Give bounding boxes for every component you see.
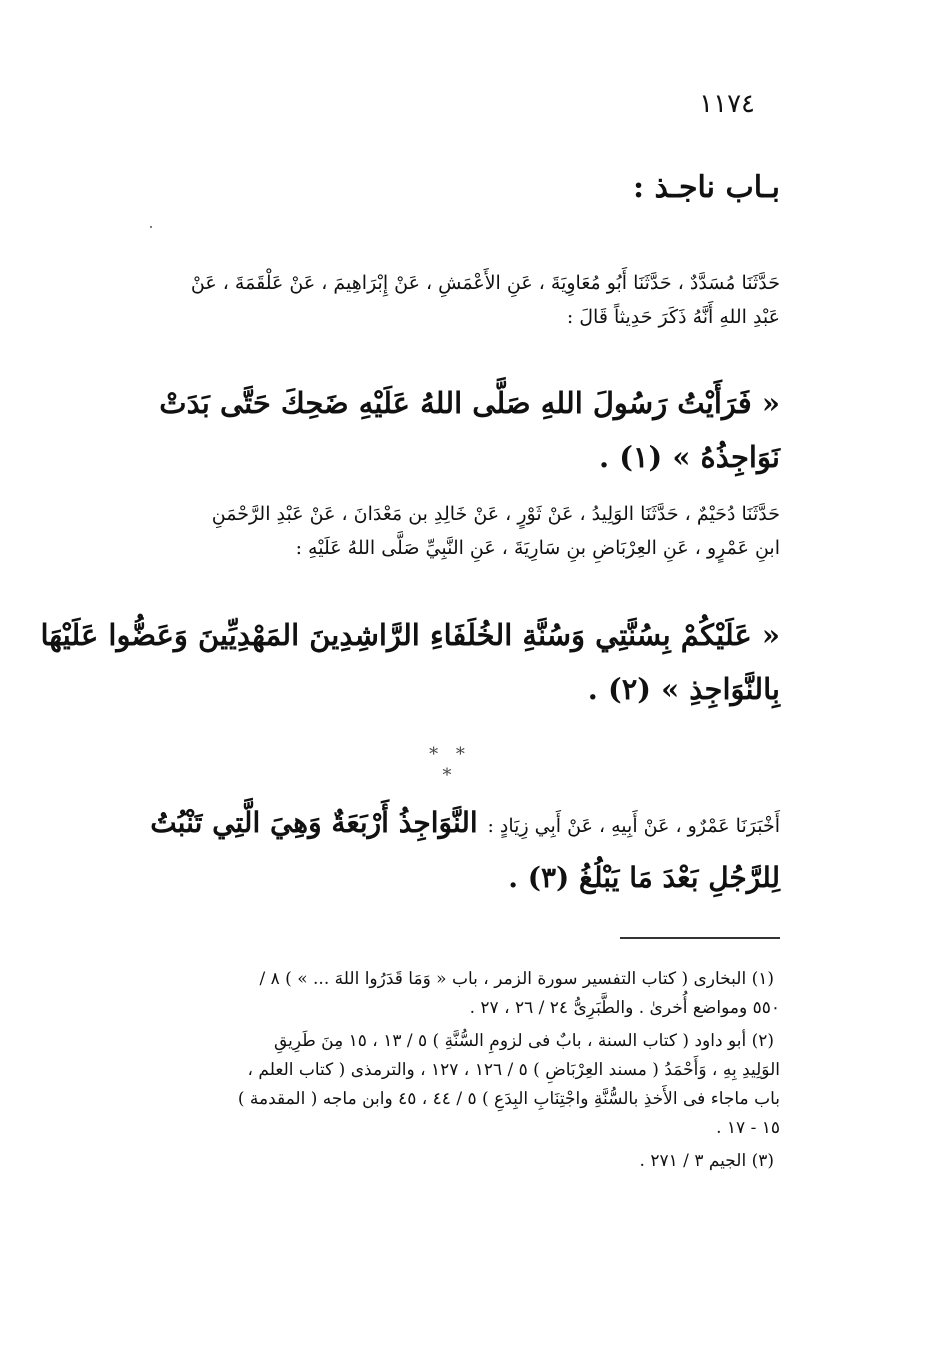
footnote-line: ١٥ - ١٧ . (716, 1118, 780, 1138)
matn-line: بِالنَّوَاجِذِ » (٢) . (587, 672, 780, 706)
athar-text (150, 797, 780, 904)
hadith-1-isnad (150, 266, 780, 334)
chapter-title: بـاب ناجـذ : (632, 170, 780, 205)
footnote-line: (٢) أبو داود ( كتاب السنة ، بابٌ فى لزومِ السُّنَّةِ ) ٥ / ١٣ ، ١٥ مِنَ طَرِيقِ (273, 1031, 774, 1051)
athar-line (150, 797, 780, 852)
page-number: ١١٧٤ (699, 89, 755, 119)
footnote-line: الوَلِيدِ بِهِ ، وَأَحْمَدُ ( مسند العِرْبَاضِ ) ٥ / ١٢٦ ، ١٢٧ ، والترمذى ( كتاب العلم ، (247, 1060, 780, 1080)
footnotes (150, 965, 780, 1180)
footnote-2 (150, 1027, 780, 1143)
footnote-rule (620, 937, 780, 939)
footnote-3 (150, 1147, 780, 1176)
footnote-line: (١) البخارى ( كتاب التفسير سورة الزمر ، باب « وَمَا قَدَرُوا اللهَ ... » ) ٨ / (259, 969, 774, 989)
matn-line: نَوَاجِذُهُ » (١) . (599, 440, 780, 474)
footnote-1 (150, 965, 780, 1023)
isnad-line: ابنِ عَمْرٍو ، عَنِ العِرْبَاضِ بنِ سَارِيَةَ ، عَنِ النَّبِيِّ صَلَّى اللهُ عَلَيْهِ : (295, 537, 780, 559)
athar-isnad: أَخْبَرَنَا عَمْرٌو ، عَنْ أَبِيهِ ، عَنْ أَبِي زِيَادٍ : (487, 815, 780, 837)
isnad-line: حَدَّثَنَا دُحَيْمٌ ، حَدَّثَنَا الوَلِيدُ ، عَنْ ثَوْرٍ ، عَنْ خَالِدِ بن مَعْدَانَ ، عَنْ عَبْدِ الرَّحْمَنِ (211, 503, 780, 525)
athar-line: لِلرَّجُلِ بَعْدَ مَا يَبْلُغُ (٣) . (508, 861, 780, 894)
hadith-1-matn (150, 376, 780, 484)
athar-matn-start: النَّوَاجِذُ أَرْبَعَةٌ وَهِيَ الَّتِي تَنْبُتُ (150, 806, 478, 839)
footnote-line: (٣) الجيم ٣ / ٢٧١ . (639, 1151, 774, 1171)
section-separator: * * * (429, 744, 471, 786)
hadith-2-isnad (150, 497, 780, 565)
hadith-2-matn (40, 608, 780, 716)
footnote-line: ٥٥٠ ومواضع أُخرىٰ . والطَّبَرِىُّ ٢٤ / ٢٦ ، ٢٧ . (469, 998, 780, 1018)
isnad-line: حَدَّثَنَا مُسَدَّدٌ ، حَدَّثَنَا أَبُو مُعَاوِيَةَ ، عَنِ الأَعْمَشِ ، عَنْ إِبْرَاهِيمَ ، عَنْ عَلْقَمَةَ ، عَنْ (190, 272, 780, 294)
matn-line: « فَرَأَيْتُ رَسُولَ اللهِ صَلَّى اللهُ عَلَيْهِ ضَحِكَ حَتَّى بَدَتْ (159, 386, 780, 420)
isnad-line: عَبْدِ اللهِ أَنَّهُ ذَكَرَ حَدِيثاً قَالَ : (566, 306, 780, 328)
footnote-line: باب ماجاء فى الأَخذِ بالسُّنَّةِ واجْتِنَابِ البِدَعِ ) ٥ / ٤٤ ، ٤٥ وابن ماجه ( المقدمة ) (237, 1089, 780, 1109)
print-speck (150, 226, 152, 228)
matn-line: « عَلَيْكُمْ بِسُنَّتِي وَسُنَّةِ الخُلَفَاءِ الرَّاشِدِينَ المَهْدِيِّينَ وَعَضُّوا عَلَيْهَا (40, 618, 780, 652)
